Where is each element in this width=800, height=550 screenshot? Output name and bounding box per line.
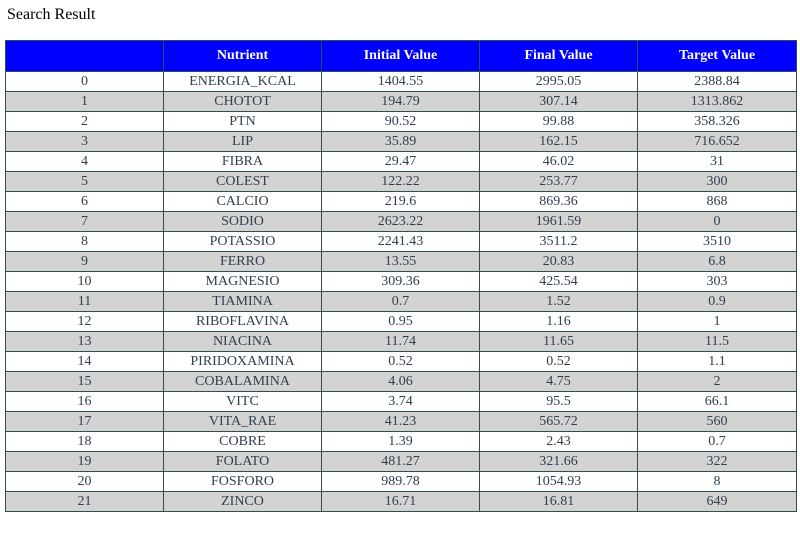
cell-final-value: 1.16 [480, 312, 638, 332]
cell-nutrient: MAGNESIO [164, 272, 322, 292]
cell-final-value: 2995.05 [480, 72, 638, 92]
cell-index: 10 [6, 272, 164, 292]
cell-index: 0 [6, 72, 164, 92]
cell-nutrient: VITC [164, 392, 322, 412]
cell-initial-value: 1404.55 [322, 72, 480, 92]
cell-target-value: 0.7 [638, 432, 797, 452]
cell-target-value: 649 [638, 492, 797, 512]
cell-target-value: 0 [638, 212, 797, 232]
cell-target-value: 1 [638, 312, 797, 332]
cell-initial-value: 0.7 [322, 292, 480, 312]
cell-initial-value: 0.95 [322, 312, 480, 332]
table-row [6, 192, 797, 212]
cell-final-value: 99.88 [480, 112, 638, 132]
cell-nutrient: FERRO [164, 252, 322, 272]
page-title: Search Result [7, 6, 96, 23]
table-row [6, 432, 797, 452]
table-row [6, 392, 797, 412]
table-row [6, 272, 797, 292]
cell-initial-value: 90.52 [322, 112, 480, 132]
cell-index: 16 [6, 392, 164, 412]
cell-target-value: 358.326 [638, 112, 797, 132]
cell-index: 12 [6, 312, 164, 332]
cell-initial-value: 2241.43 [322, 232, 480, 252]
cell-nutrient: ZINCO [164, 492, 322, 512]
results-table [5, 40, 797, 512]
cell-target-value: 2 [638, 372, 797, 392]
cell-nutrient: COBRE [164, 432, 322, 452]
table-row [6, 232, 797, 252]
cell-final-value: 0.52 [480, 352, 638, 372]
cell-final-value: 565.72 [480, 412, 638, 432]
cell-initial-value: 35.89 [322, 132, 480, 152]
results-table-body [6, 72, 797, 512]
cell-nutrient: RIBOFLAVINA [164, 312, 322, 332]
cell-final-value: 95.5 [480, 392, 638, 412]
cell-index: 21 [6, 492, 164, 512]
cell-index: 17 [6, 412, 164, 432]
cell-target-value: 560 [638, 412, 797, 432]
table-row [6, 452, 797, 472]
table-row [6, 252, 797, 272]
cell-index: 20 [6, 472, 164, 492]
cell-target-value: 868 [638, 192, 797, 212]
cell-target-value: 1.1 [638, 352, 797, 372]
cell-nutrient: COLEST [164, 172, 322, 192]
table-row [6, 372, 797, 392]
cell-final-value: 321.66 [480, 452, 638, 472]
cell-final-value: 869.36 [480, 192, 638, 212]
table-row [6, 472, 797, 492]
cell-nutrient: SODIO [164, 212, 322, 232]
cell-nutrient: CHOTOT [164, 92, 322, 112]
cell-index: 11 [6, 292, 164, 312]
cell-target-value: 31 [638, 152, 797, 172]
cell-target-value: 0.9 [638, 292, 797, 312]
cell-target-value: 2388.84 [638, 72, 797, 92]
cell-target-value: 322 [638, 452, 797, 472]
cell-index: 14 [6, 352, 164, 372]
cell-initial-value: 989.78 [322, 472, 480, 492]
table-row [6, 352, 797, 372]
cell-nutrient: FIBRA [164, 152, 322, 172]
table-row [6, 332, 797, 352]
cell-target-value: 303 [638, 272, 797, 292]
cell-final-value: 1.52 [480, 292, 638, 312]
cell-initial-value: 3.74 [322, 392, 480, 412]
header-initial-value: Initial Value [322, 41, 480, 72]
cell-target-value: 1313.862 [638, 92, 797, 112]
cell-initial-value: 309.36 [322, 272, 480, 292]
cell-target-value: 716.652 [638, 132, 797, 152]
table-row [6, 72, 797, 92]
cell-final-value: 4.75 [480, 372, 638, 392]
header-nutrient: Nutrient [164, 41, 322, 72]
table-row [6, 92, 797, 112]
table-row [6, 112, 797, 132]
cell-nutrient: NIACINA [164, 332, 322, 352]
cell-index: 9 [6, 252, 164, 272]
cell-initial-value: 11.74 [322, 332, 480, 352]
cell-initial-value: 481.27 [322, 452, 480, 472]
cell-final-value: 46.02 [480, 152, 638, 172]
cell-nutrient: FOSFORO [164, 472, 322, 492]
cell-index: 13 [6, 332, 164, 352]
cell-final-value: 3511.2 [480, 232, 638, 252]
cell-index: 19 [6, 452, 164, 472]
cell-nutrient: PTN [164, 112, 322, 132]
cell-initial-value: 13.55 [322, 252, 480, 272]
cell-final-value: 2.43 [480, 432, 638, 452]
cell-final-value: 425.54 [480, 272, 638, 292]
table-row [6, 312, 797, 332]
table-row [6, 212, 797, 232]
cell-final-value: 1961.59 [480, 212, 638, 232]
cell-target-value: 66.1 [638, 392, 797, 412]
cell-target-value: 6.8 [638, 252, 797, 272]
cell-index: 15 [6, 372, 164, 392]
cell-target-value: 8 [638, 472, 797, 492]
cell-final-value: 253.77 [480, 172, 638, 192]
cell-target-value: 3510 [638, 232, 797, 252]
cell-initial-value: 1.39 [322, 432, 480, 452]
table-row [6, 132, 797, 152]
results-table-header [6, 41, 797, 72]
cell-initial-value: 41.23 [322, 412, 480, 432]
cell-index: 1 [6, 92, 164, 112]
header-row [6, 41, 797, 72]
cell-nutrient: FOLATO [164, 452, 322, 472]
cell-initial-value: 29.47 [322, 152, 480, 172]
cell-nutrient: COBALAMINA [164, 372, 322, 392]
cell-nutrient: TIAMINA [164, 292, 322, 312]
cell-nutrient: LIP [164, 132, 322, 152]
cell-final-value: 16.81 [480, 492, 638, 512]
cell-index: 5 [6, 172, 164, 192]
cell-final-value: 1054.93 [480, 472, 638, 492]
header-target-value: Target Value [638, 41, 797, 72]
cell-final-value: 11.65 [480, 332, 638, 352]
cell-target-value: 300 [638, 172, 797, 192]
cell-initial-value: 122.22 [322, 172, 480, 192]
cell-initial-value: 219.6 [322, 192, 480, 212]
table-row [6, 292, 797, 312]
cell-initial-value: 16.71 [322, 492, 480, 512]
cell-final-value: 20.83 [480, 252, 638, 272]
table-row [6, 172, 797, 192]
cell-index: 2 [6, 112, 164, 132]
cell-initial-value: 4.06 [322, 372, 480, 392]
cell-nutrient: ENERGIA_KCAL [164, 72, 322, 92]
header-index [6, 41, 164, 72]
cell-nutrient: PIRIDOXAMINA [164, 352, 322, 372]
cell-initial-value: 194.79 [322, 92, 480, 112]
cell-nutrient: VITA_RAE [164, 412, 322, 432]
cell-index: 7 [6, 212, 164, 232]
table-row [6, 492, 797, 512]
header-final-value: Final Value [480, 41, 638, 72]
cell-nutrient: POTASSIO [164, 232, 322, 252]
table-row [6, 152, 797, 172]
cell-index: 3 [6, 132, 164, 152]
cell-target-value: 11.5 [638, 332, 797, 352]
cell-initial-value: 2623.22 [322, 212, 480, 232]
cell-index: 18 [6, 432, 164, 452]
cell-index: 4 [6, 152, 164, 172]
cell-final-value: 307.14 [480, 92, 638, 112]
cell-index: 8 [6, 232, 164, 252]
cell-initial-value: 0.52 [322, 352, 480, 372]
table-row [6, 412, 797, 432]
cell-nutrient: CALCIO [164, 192, 322, 212]
cell-index: 6 [6, 192, 164, 212]
cell-final-value: 162.15 [480, 132, 638, 152]
